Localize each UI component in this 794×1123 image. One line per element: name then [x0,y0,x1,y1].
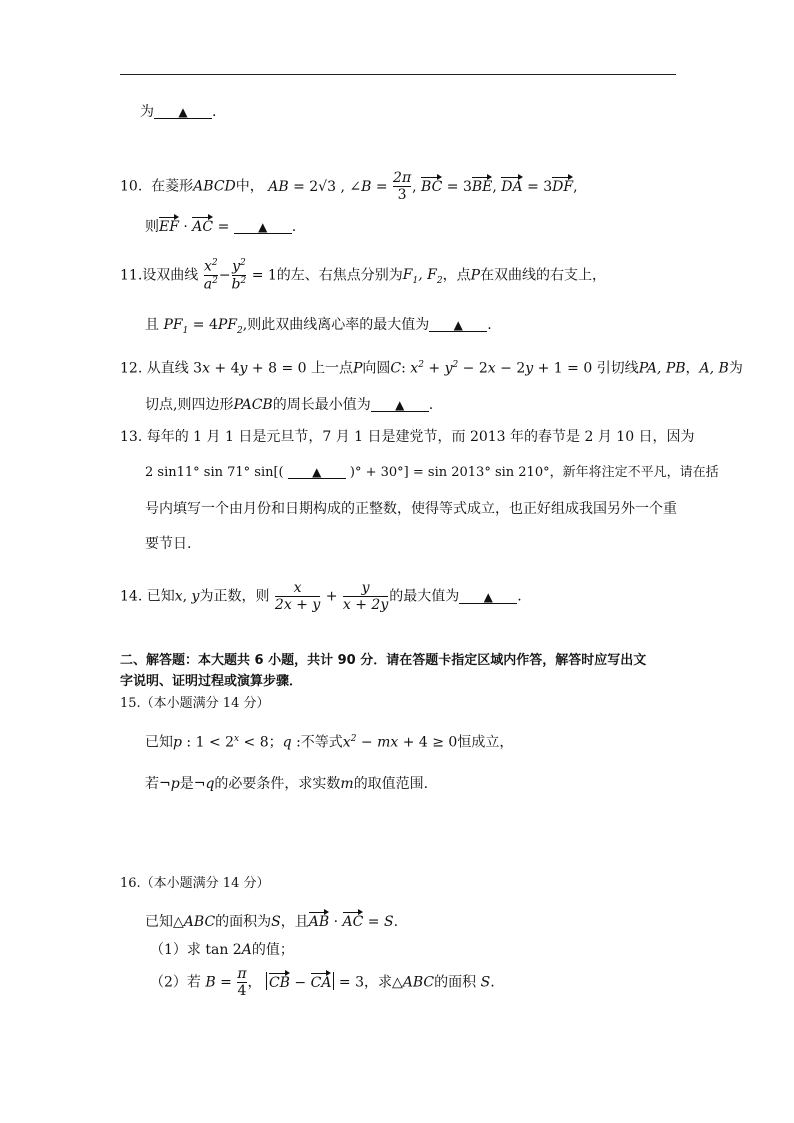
period: . [487,317,492,333]
q15-header-text: 15.（本小题满分 14 分） [120,696,270,711]
q14-mid: 为正数，则 [199,588,270,605]
q13-line2 [145,466,719,479]
answer-triangle: ▲ [395,398,405,412]
q10-intro: 在菱形 [151,178,194,195]
q11-rest1: 的左、右焦点分别为 [276,267,403,284]
q12-intro: 从直线 [146,360,189,377]
answer-blank [288,466,346,479]
q13-line3-text: 号内填写一个由月份和日期构成的正整数，使得等式成立，也正好组成我国另外一个重 [145,501,677,517]
q11-line2-mid: ,则此双曲线离心率的最大值为 [242,317,430,333]
vector-abs: CB − CA [266,972,334,990]
q13-line3 [145,502,677,516]
q13-line4 [145,537,191,551]
q12-line2: 切点,则四边形PACB的周长最小值为 ▲ . [145,397,434,413]
q13-line1-text: 每年的 1 月 1 日是元旦节，7 月 1 日是建党节，而 2013 年的春节是 2 月 10 日，因为 [146,429,695,445]
q12-line2-intro: 切点,则四边形 [145,397,234,413]
q15-ruo: 若 [145,776,159,792]
q13-equation: 2 sin11° sin 71° sin[( ▲ )° + 30°] = sin 2013° sin 210° [145,465,550,480]
section-header-text2: 字说明、证明过程或演算步骤． [120,674,303,689]
q16-sub1: （1）求 tan 2A的值； [150,942,294,958]
q15-intro: 已知 [145,734,173,751]
hyperbola-y-term: $\frac{y^2}{b^2}$ [231,258,247,293]
question-number: 14. [120,588,143,605]
q15-shi: 是 [179,776,194,792]
frac-pi-over-4: $\frac{\pi}{4}$ [237,966,247,1000]
question-number: 13. [120,429,143,445]
q15-header [120,697,269,710]
q16-sub2-end: 的面积 [434,974,477,991]
q12-wei: 为 [728,360,743,377]
q15-end: 恒成立， [457,734,514,751]
answer-blank [459,591,517,604]
q12-mid3: 引切线 [596,360,639,377]
period: . [212,104,217,120]
period: . [428,397,434,413]
q16-intro: 已知△ [145,914,184,930]
answer-triangle: ▲ [178,105,188,119]
header-rule [120,74,676,75]
question-number: 11. [120,267,143,284]
q14-line: 14. 已知x, y为正数，则 $\frac{x}{2x + y}$ + $\frac{y}{x + 2y}$ 的最大值为 ▲ . [120,580,522,614]
section-header-text1: 二、解答题：本大题共 6 小题，共计 90 分．请在答题卡指定区域内作答，解答时应写出文 [120,653,647,668]
q12-mid2: 向圆 [362,360,391,377]
q15-line1: 已知p : $1 < 2^x < 8$；q :不等式$x^2$ − mx + 4 ≥ 0恒成立， [145,734,514,751]
question-number: 10. [120,178,143,195]
q15-range: 的取值范围. [353,776,429,792]
q13-line1 [120,430,695,444]
frac-y: $\frac{y}{x + 2y}$ [342,580,389,614]
q9-tail-line [140,105,216,119]
hyperbola-x-term: $\frac{x^2}{a^2}$ [203,258,218,293]
q15-condition: 的必要条件，求实数 [214,776,341,792]
q9-prefix: 为 [140,104,154,120]
answer-blank [371,399,429,412]
q16-and: ，且 [280,914,309,930]
question-number: 12. [120,360,143,377]
q12-mid1: 上一点 [310,360,353,377]
q16-sub2-tail: ，求△ [363,974,403,991]
period: . [291,219,297,235]
q11-intro: 设双曲线 [142,267,199,284]
q10-line2: 则EF · AC = ▲ . [145,216,296,234]
answer-triangle: ▲ [312,465,322,479]
q16-sub1-tail: 的值； [251,942,294,958]
q13-line2-tail: ，新年将注定不平凡，请在括 [549,465,719,480]
q11-line2: 且 $PF_1 = 4PF_2$,则此双曲线离心率的最大值为 ▲ . [145,317,492,336]
answer-triangle: ▲ [453,318,463,332]
q10-mid: 中， [235,178,264,195]
q16-sub2: （2）若 B = $\frac{\pi}{4}$ ， CB − CA = 3，求△ABC的面积 S. [150,966,495,1000]
q15-tail: 不等式 [300,734,343,751]
q16-sub2-label: （2）若 [150,974,201,991]
q10-line1 [120,170,578,203]
q10-line2-prefix: 则 [145,219,159,235]
q11-line1: 11.设双曲线 $\frac{x^2}{a^2}$ − $\frac{y^2}{b^2}$ = 1的左、右焦点分别为$F_1$, $F_2$，点P在双曲线的右支上， [120,258,607,293]
q16-header [120,877,269,890]
q15-line2: 若¬p是¬q的必要条件，求实数m的取值范围. [145,776,429,792]
q11-rest3: 在双曲线的右支上， [480,267,607,284]
section-header-line1 [120,654,646,667]
q11-rest2: ，点 [442,267,471,284]
period: . [517,588,522,605]
section-header-line2 [120,675,302,688]
q13-line4-text: 要节日. [145,536,192,552]
q16-header-text: 16.（本小题满分 14 分） [120,876,270,891]
q16-line1: 已知△ABC的面积为S，且AB · AC = S. [145,911,398,929]
equals-sign: = [217,219,230,235]
q10-math: AB = 2√3 , ∠B = $\frac{2\pi}{3}$ , BC = 3BE, DA = 3DF, [268,170,578,204]
rhombus-name: ABCD [193,178,236,195]
q15-mid: ； [268,734,283,751]
answer-triangle: ▲ [483,589,493,604]
q14-tail: 的最大值为 [389,588,460,605]
q12-line2-mid: 的周长最小值为 [272,397,371,413]
q16-sub1-label: （1）求 [150,942,201,958]
frac-x: $\frac{x}{2x + y}$ [274,580,321,614]
q12-line1: 12. 从直线 3x + 4y + 8 = 0 上一点P向圆C: $x^2 + y^2 - 2x - 2y + 1 = 0$ 引切线PA, PB，A, B为 [120,360,743,377]
answer-blank [154,106,212,119]
q16-mid: 的面积为 [215,914,272,930]
answer-blank [429,319,487,332]
answer-blank [234,221,292,234]
q11-line2-prefix: 且 [145,317,159,333]
q14-intro: 已知 [146,588,175,605]
answer-triangle: ▲ [258,220,268,234]
